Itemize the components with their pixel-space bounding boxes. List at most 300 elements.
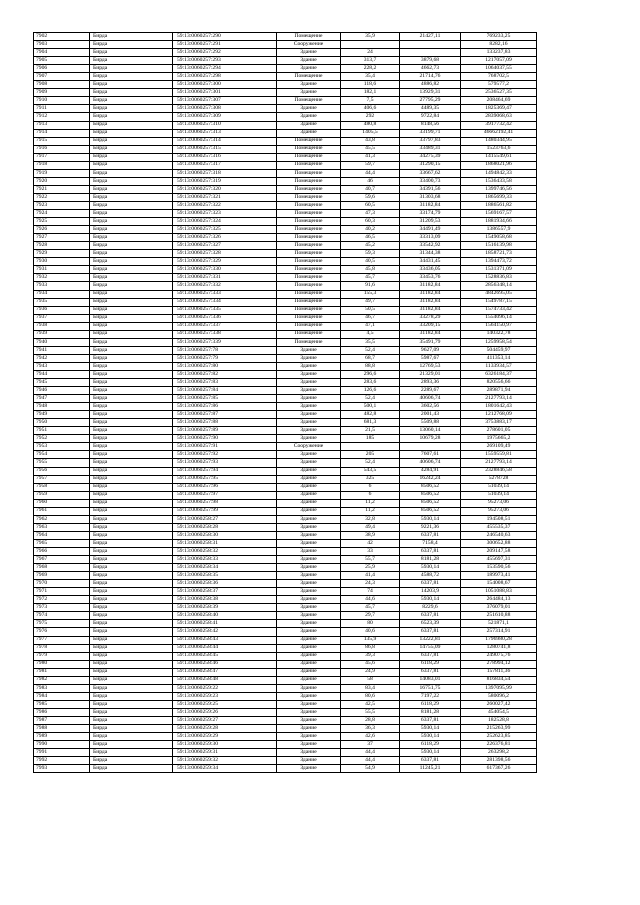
table-row — [34, 121, 537, 129]
specific-value-cell: 8229,6 — [400, 604, 461, 612]
object-type-cell: Здание — [277, 354, 341, 362]
specific-value-cell: 34275,39 — [400, 153, 461, 161]
area-cell: 228,2 — [341, 65, 400, 73]
cadastral-value-cell: 209147,58 — [461, 548, 537, 556]
object-type-cell: Здание — [277, 580, 341, 588]
object-type-cell: Здание — [277, 531, 341, 539]
cadastral-number-cell: 59:13:0060258:38 — [173, 596, 277, 604]
area-cell: 68,7 — [341, 354, 400, 362]
settlement-cell: Бирда — [90, 716, 173, 724]
cadastral-value-cell: 1801642,43 — [461, 403, 537, 411]
cadastral-value-table — [33, 32, 537, 773]
row-number-cell: 7992 — [34, 757, 90, 765]
cadastral-number-cell: 59:13:0060257:310 — [173, 121, 277, 129]
specific-value-cell: 33174,79 — [400, 210, 461, 218]
specific-value-cell: 2289,67 — [400, 387, 461, 395]
area-cell: 11,2 — [341, 499, 400, 507]
object-type-cell: Помещение — [277, 73, 341, 81]
object-type-cell: Здание — [277, 129, 341, 137]
settlement-cell: Бирда — [90, 379, 173, 387]
specific-value-cell: 33453,76 — [400, 274, 461, 282]
settlement-cell: Бирда — [90, 467, 173, 475]
table-row — [34, 515, 537, 523]
row-number-cell: 7902 — [34, 33, 90, 41]
cadastral-value-cell: 1536433,58 — [461, 177, 537, 185]
object-type-cell: Помещение — [277, 338, 341, 346]
area-cell: 46 — [341, 177, 400, 185]
specific-value-cell: 9627,09 — [400, 346, 461, 354]
area-cell: 480,8 — [341, 121, 400, 129]
settlement-cell: Бирда — [90, 57, 173, 65]
table-row — [34, 443, 537, 451]
specific-value-cell: 13060,14 — [400, 427, 461, 435]
cadastral-value-cell: 2127793,14 — [461, 395, 537, 403]
cadastral-value-cell: 1531371,09 — [461, 266, 537, 274]
area-cell: 500,1 — [341, 403, 400, 411]
area-cell: 54,9 — [341, 765, 400, 773]
settlement-cell: Бирда — [90, 564, 173, 572]
object-type-cell: Здание — [277, 596, 341, 604]
object-type-cell: Здание — [277, 57, 341, 65]
cadastral-value-cell: 455697,31 — [461, 556, 537, 564]
area-cell: 47,1 — [341, 322, 400, 330]
object-type-cell: Здание — [277, 620, 341, 628]
specific-value-cell: 31303,68 — [400, 193, 461, 201]
cadastral-number-cell: 59:13:0060257:85 — [173, 395, 277, 403]
table-row — [34, 73, 537, 81]
row-number-cell: 7978 — [34, 644, 90, 652]
specific-value-cell: 33667,62 — [400, 169, 461, 177]
specific-value-cell: 33797,83 — [400, 137, 461, 145]
specific-value-cell: 14083,01 — [400, 676, 461, 684]
settlement-cell: Бирда — [90, 749, 173, 757]
cadastral-value-cell: 5278728 — [461, 475, 537, 483]
specific-value-cell: 31182,84 — [400, 290, 461, 298]
object-type-cell: Здание — [277, 548, 341, 556]
cadastral-number-cell: 59:13:0060257:317 — [173, 161, 277, 169]
table-row — [34, 451, 537, 459]
cadastral-number-cell: 59:13:0060257:78 — [173, 346, 277, 354]
specific-value-cell: 5987,67 — [400, 354, 461, 362]
specific-value-cell: 6337,81 — [400, 716, 461, 724]
table-row — [34, 749, 537, 757]
cadastral-value-cell: 1399746,56 — [461, 185, 537, 193]
object-type-cell: Помещение — [277, 169, 341, 177]
settlement-cell: Бирда — [90, 354, 173, 362]
cadastral-number-cell: 59:13:0060257:330 — [173, 266, 277, 274]
row-number-cell: 7931 — [34, 266, 90, 274]
settlement-cell: Бирда — [90, 121, 173, 129]
object-type-cell: Помещение — [277, 258, 341, 266]
row-number-cell: 7915 — [34, 137, 90, 145]
area-cell: 58 — [341, 676, 400, 684]
table-row — [34, 604, 537, 612]
area-cell: 55,5 — [341, 708, 400, 716]
object-type-cell: Здание — [277, 636, 341, 644]
area-cell: 49,4 — [341, 523, 400, 531]
cadastral-value-cell: 1975665,2 — [461, 435, 537, 443]
object-type-cell: Здание — [277, 411, 341, 419]
object-type-cell: Помещение — [277, 314, 341, 322]
row-number-cell: 7904 — [34, 49, 90, 57]
area-cell: 4,5 — [341, 330, 400, 338]
area-cell: 45,7 — [341, 274, 400, 282]
specific-value-cell — [400, 41, 461, 49]
settlement-cell: Бирда — [90, 411, 173, 419]
cadastral-value-cell: 521871,1 — [461, 620, 537, 628]
area-cell — [341, 443, 400, 451]
specific-value-cell: 9722,84 — [400, 113, 461, 121]
cadastral-value-cell: 269109,49 — [461, 443, 537, 451]
object-type-cell: Здание — [277, 604, 341, 612]
specific-value-cell: 6337,81 — [400, 652, 461, 660]
row-number-cell: 7947 — [34, 395, 90, 403]
specific-value-cell: 34391,56 — [400, 185, 461, 193]
table-row — [34, 741, 537, 749]
row-number-cell: 7979 — [34, 652, 90, 660]
cadastral-number-cell: 59:13:0060258:31 — [173, 539, 277, 547]
cadastral-value-cell: 1881934,66 — [461, 218, 537, 226]
settlement-cell: Бирда — [90, 242, 173, 250]
row-number-cell: 7940 — [34, 338, 90, 346]
object-type-cell: Здание — [277, 765, 341, 773]
specific-value-cell: 31182,84 — [400, 282, 461, 290]
specific-value-cell: 8506,52 — [400, 483, 461, 491]
specific-value-cell: 6337,81 — [400, 548, 461, 556]
settlement-cell: Бирда — [90, 250, 173, 258]
cadastral-number-cell: 59:13:0060259:32 — [173, 757, 277, 765]
row-number-cell: 7942 — [34, 354, 90, 362]
settlement-cell: Бирда — [90, 451, 173, 459]
cadastral-value-cell: 154008,67 — [461, 580, 537, 588]
table-row — [34, 362, 537, 370]
cadastral-value-cell: 140322,78 — [461, 330, 537, 338]
row-number-cell: 7987 — [34, 716, 90, 724]
cadastral-number-cell: 59:13:0060257:339 — [173, 338, 277, 346]
cadastral-number-cell: 59:13:0060257:324 — [173, 218, 277, 226]
object-type-cell: Здание — [277, 612, 341, 620]
area-cell: 292 — [341, 113, 400, 121]
specific-value-cell: 33436,05 — [400, 266, 461, 274]
object-type-cell: Здание — [277, 749, 341, 757]
area-cell: 42 — [341, 539, 400, 547]
area-cell: 44,6 — [341, 596, 400, 604]
cadastral-number-cell: 59:13:0060257:328 — [173, 250, 277, 258]
cadastral-number-cell: 59:13:0060258:45 — [173, 652, 277, 660]
area-cell: 24,3 — [341, 580, 400, 588]
table-row — [34, 145, 537, 153]
row-number-cell: 7946 — [34, 387, 90, 395]
table-row — [34, 427, 537, 435]
object-type-cell: Здание — [277, 370, 341, 378]
row-number-cell: 7986 — [34, 708, 90, 716]
object-type-cell: Помещение — [277, 322, 341, 330]
object-type-cell: Помещение — [277, 97, 341, 105]
cadastral-number-cell: 59:13:0060257:88 — [173, 419, 277, 427]
table-row — [34, 588, 537, 596]
row-number-cell: 7964 — [34, 531, 90, 539]
cadastral-number-cell: 59:13:0060258:47 — [173, 668, 277, 676]
cadastral-number-cell: 59:13:0060257:338 — [173, 330, 277, 338]
settlement-cell: Бирда — [90, 708, 173, 716]
table-row — [34, 403, 537, 411]
table-row — [34, 644, 537, 652]
cadastral-number-cell: 59:13:0060257:337 — [173, 322, 277, 330]
specific-value-cell: 31344,38 — [400, 250, 461, 258]
area-cell: 185 — [341, 435, 400, 443]
settlement-cell: Бирда — [90, 322, 173, 330]
area-cell: 6 — [341, 483, 400, 491]
cadastral-value-cell: 1064037,55 — [461, 65, 537, 73]
object-type-cell: Здание — [277, 572, 341, 580]
cadastral-number-cell: 59:13:0060257:291 — [173, 41, 277, 49]
area-cell: 40,6 — [341, 628, 400, 636]
cadastral-number-cell: 59:13:0060257:301 — [173, 89, 277, 97]
table-row — [34, 177, 537, 185]
area-cell: 33 — [341, 548, 400, 556]
cadastral-value-cell: 1394473,72 — [461, 258, 537, 266]
row-number-cell: 7937 — [34, 314, 90, 322]
cadastral-number-cell: 59:13:0060257:336 — [173, 314, 277, 322]
row-number-cell: 7966 — [34, 548, 90, 556]
cadastral-number-cell: 59:13:0060258:39 — [173, 604, 277, 612]
settlement-cell: Бирда — [90, 636, 173, 644]
settlement-cell: Бирда — [90, 684, 173, 692]
cadastral-number-cell: 59:13:0060257:335 — [173, 306, 277, 314]
area-cell: 24,9 — [341, 668, 400, 676]
table-row — [34, 692, 537, 700]
settlement-cell: Бирда — [90, 676, 173, 684]
object-type-cell: Здание — [277, 556, 341, 564]
row-number-cell: 7972 — [34, 596, 90, 604]
cadastral-value-cell: 260027,42 — [461, 700, 537, 708]
specific-value-cell: 5930,14 — [400, 515, 461, 523]
object-type-cell: Помещение — [277, 210, 341, 218]
settlement-cell: Бирда — [90, 491, 173, 499]
area-cell: 80,6 — [341, 692, 400, 700]
cadastral-value-cell: 2839068,63 — [461, 113, 537, 121]
settlement-cell: Бирда — [90, 145, 173, 153]
settlement-cell: Бирда — [90, 531, 173, 539]
area-cell: 29,7 — [341, 612, 400, 620]
object-type-cell: Помещение — [277, 226, 341, 234]
specific-value-cell: 14203,9 — [400, 588, 461, 596]
cadastral-value-cell: 2856348,14 — [461, 282, 537, 290]
cadastral-value-cell: 246540,63 — [461, 531, 537, 539]
area-cell: 40,2 — [341, 226, 400, 234]
settlement-cell: Бирда — [90, 49, 173, 57]
row-number-cell: 7910 — [34, 97, 90, 105]
area-cell: 296,6 — [341, 370, 400, 378]
table-body — [34, 33, 537, 773]
specific-value-cell: 2893,36 — [400, 379, 461, 387]
area-cell: 182,1 — [341, 89, 400, 97]
specific-value-cell: 6337,81 — [400, 628, 461, 636]
cadastral-value-cell: 1549787,15 — [461, 298, 537, 306]
specific-value-cell: 9221,36 — [400, 523, 461, 531]
cadastral-number-cell: 59:13:0060257:292 — [173, 49, 277, 57]
settlement-cell: Бирда — [90, 499, 173, 507]
settlement-cell: Бирда — [90, 588, 173, 596]
area-cell: 118,6 — [341, 81, 400, 89]
specific-value-cell: 33313,09 — [400, 234, 461, 242]
cadastral-value-cell: 376079,01 — [461, 604, 537, 612]
object-type-cell: Помещение — [277, 153, 341, 161]
row-number-cell: 7977 — [34, 636, 90, 644]
area-cell: 28,8 — [341, 716, 400, 724]
cadastral-value-cell: 1480344,95 — [461, 137, 537, 145]
table-row — [34, 370, 537, 378]
object-type-cell: Здание — [277, 49, 341, 57]
specific-value-cell: 6523,39 — [400, 620, 461, 628]
area-cell: 60,5 — [341, 201, 400, 209]
table-row — [34, 210, 537, 218]
row-number-cell: 7921 — [34, 185, 90, 193]
row-number-cell: 7974 — [34, 612, 90, 620]
object-type-cell: Здание — [277, 451, 341, 459]
area-cell: 7,5 — [341, 97, 400, 105]
row-number-cell: 7955 — [34, 459, 90, 467]
specific-value-cell — [400, 443, 461, 451]
object-type-cell: Здание — [277, 395, 341, 403]
object-type-cell: Здание — [277, 660, 341, 668]
row-number-cell: 7971 — [34, 588, 90, 596]
area-cell: 50,5 — [341, 306, 400, 314]
area-cell: 35,5 — [341, 338, 400, 346]
table-row — [34, 556, 537, 564]
table-row — [34, 129, 537, 137]
table-row — [34, 193, 537, 201]
table-row — [34, 475, 537, 483]
object-type-cell: Здание — [277, 435, 341, 443]
row-number-cell: 7976 — [34, 628, 90, 636]
row-number-cell: 7920 — [34, 177, 90, 185]
object-type-cell: Сооружение — [277, 41, 341, 49]
settlement-cell: Бирда — [90, 443, 173, 451]
table-row — [34, 539, 537, 547]
row-number-cell: 7907 — [34, 73, 90, 81]
specific-value-cell — [400, 49, 461, 57]
cadastral-number-cell: 59:13:0060257:84 — [173, 387, 277, 395]
object-type-cell: Здание — [277, 427, 341, 435]
settlement-cell: Бирда — [90, 725, 173, 733]
cadastral-value-cell: 1415549,61 — [461, 153, 537, 161]
area-cell: 52,4 — [341, 395, 400, 403]
row-number-cell: 7905 — [34, 57, 90, 65]
row-number-cell: 7941 — [34, 346, 90, 354]
area-cell: 52,4 — [341, 346, 400, 354]
area-cell: 25,9 — [341, 564, 400, 572]
cadastral-value-cell: 769233,25 — [461, 33, 537, 41]
cadastral-value-cell: 1386557,9 — [461, 226, 537, 234]
object-type-cell: Здание — [277, 65, 341, 73]
row-number-cell: 7919 — [34, 169, 90, 177]
cadastral-value-cell: 6326184,37 — [461, 370, 537, 378]
object-type-cell: Помещение — [277, 298, 341, 306]
row-number-cell: 7924 — [34, 210, 90, 218]
area-cell: 1405,5 — [341, 129, 400, 137]
area-cell: 49,7 — [341, 298, 400, 306]
area-cell: 135,9 — [341, 636, 400, 644]
area-cell: 41,4 — [341, 572, 400, 580]
object-type-cell: Помещение — [277, 201, 341, 209]
table-row — [34, 226, 537, 234]
row-number-cell: 7951 — [34, 427, 90, 435]
row-number-cell: 7909 — [34, 89, 90, 97]
row-number-cell: 7917 — [34, 153, 90, 161]
object-type-cell: Помещение — [277, 282, 341, 290]
table-row — [34, 757, 537, 765]
cadastral-number-cell: 59:13:0060257:307 — [173, 97, 277, 105]
cadastral-number-cell: 59:13:0060257:95 — [173, 475, 277, 483]
area-cell: 37 — [341, 741, 400, 749]
row-number-cell: 7954 — [34, 451, 90, 459]
object-type-cell: Помещение — [277, 218, 341, 226]
settlement-cell: Бирда — [90, 507, 173, 515]
settlement-cell: Бирда — [90, 306, 173, 314]
area-cell: 46,5 — [341, 234, 400, 242]
object-type-cell: Здание — [277, 564, 341, 572]
specific-value-cell: 5930,14 — [400, 725, 461, 733]
object-type-cell: Помещение — [277, 250, 341, 258]
object-type-cell: Помещение — [277, 145, 341, 153]
row-number-cell: 7903 — [34, 41, 90, 49]
object-type-cell: Здание — [277, 89, 341, 97]
cadastral-value-cell: 1554096,14 — [461, 314, 537, 322]
row-number-cell: 7949 — [34, 411, 90, 419]
specific-value-cell: 3602,56 — [400, 403, 461, 411]
specific-value-cell: 11245,21 — [400, 765, 461, 773]
specific-value-cell: 40606,74 — [400, 459, 461, 467]
cadastral-value-cell: 1494842,33 — [461, 169, 537, 177]
specific-value-cell: 5930,14 — [400, 596, 461, 604]
specific-value-cell: 6337,81 — [400, 612, 461, 620]
row-number-cell: 7945 — [34, 379, 90, 387]
row-number-cell: 7990 — [34, 741, 90, 749]
specific-value-cell: 31209,53 — [400, 218, 461, 226]
settlement-cell: Бирда — [90, 596, 173, 604]
table-row — [34, 322, 537, 330]
row-number-cell: 7984 — [34, 692, 90, 700]
cadastral-value-cell: 251610,88 — [461, 612, 537, 620]
specific-value-cell: 40606,74 — [400, 395, 461, 403]
table-row — [34, 435, 537, 443]
specific-value-cell: 31182,84 — [400, 201, 461, 209]
table-row — [34, 33, 537, 41]
row-number-cell: 7962 — [34, 515, 90, 523]
object-type-cell: Здание — [277, 362, 341, 370]
cadastral-value-cell: 1549058,68 — [461, 234, 537, 242]
settlement-cell: Бирда — [90, 113, 173, 121]
table-row — [34, 346, 537, 354]
settlement-cell: Бирда — [90, 137, 173, 145]
table-row — [34, 153, 537, 161]
row-number-cell: 7953 — [34, 443, 90, 451]
cadastral-value-cell: 1397095,99 — [461, 684, 537, 692]
table-row — [34, 491, 537, 499]
cadastral-number-cell: 59:13:0060257:82 — [173, 370, 277, 378]
cadastral-value-cell: 249075,76 — [461, 652, 537, 660]
cadastral-value-cell: 1569167,57 — [461, 210, 537, 218]
object-type-cell: Здание — [277, 491, 341, 499]
area-cell: 44,4 — [341, 749, 400, 757]
area-cell: 74 — [341, 588, 400, 596]
specific-value-cell: 33400,73 — [400, 177, 461, 185]
area-cell: 59,3 — [341, 250, 400, 258]
area-cell: 126,6 — [341, 387, 400, 395]
specific-value-cell: 33199,71 — [400, 129, 461, 137]
cadastral-value-cell: 1051088,83 — [461, 588, 537, 596]
